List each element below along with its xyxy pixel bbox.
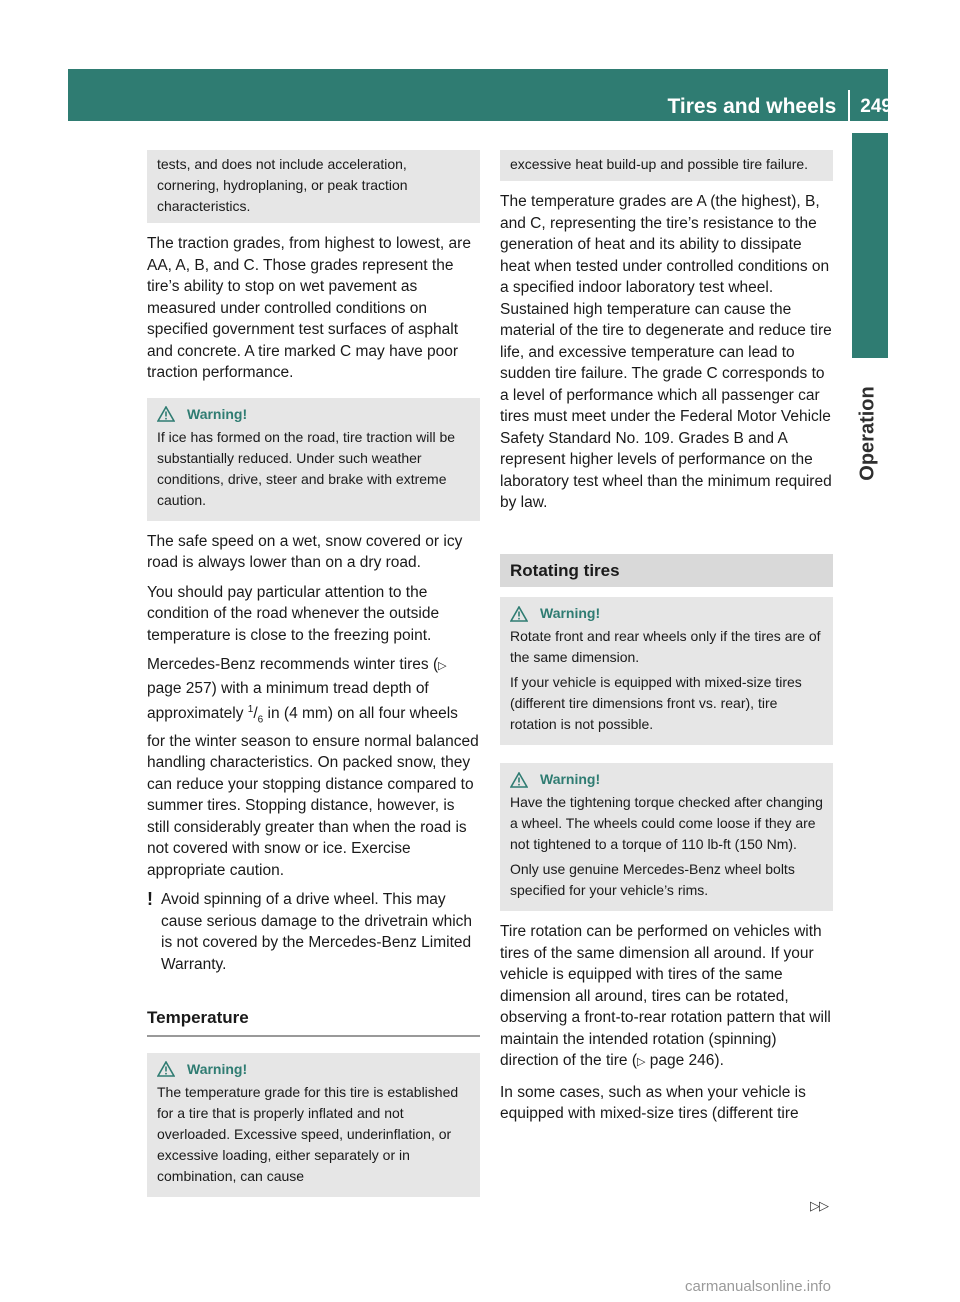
warning-title: Warning! (510, 603, 823, 624)
right-column (500, 150, 833, 1133)
page-ref-arrow-icon: ▷ (636, 1056, 646, 1068)
warning-box (500, 597, 833, 745)
header-separator (848, 90, 850, 124)
warning-text: Only use genuine Mercedes-Benz wheel bolts specified for your vehicle’s rims. (510, 861, 795, 898)
continued-box: tests, and does not include acceleration, cornering, hydroplaning, or peak traction characteristics. (147, 150, 480, 223)
warning-text: Rotate front and rear wheels only if the tires are of the same dimension. (510, 628, 821, 665)
page-number: 249 (860, 96, 892, 117)
warning-triangle-icon (510, 772, 528, 788)
warning-triangle-icon (157, 406, 175, 422)
warning-triangle-icon (157, 1061, 175, 1077)
page-ref-arrow-icon: ▷ (438, 660, 447, 672)
warning-triangle-icon (510, 606, 528, 622)
notice-text: Avoid spinning of a drive wheel. This may cause serious damage to the drivetrain which is not covered by the Mercedes-Benz Limited Warranty. (161, 891, 473, 973)
side-tab (852, 133, 888, 358)
continued-box: excessive heat build-up and possible tire failure. (500, 150, 833, 181)
paragraph: You should pay particular attention to the condition of the road whenever the outside temperature is close to the freezing point. (147, 583, 440, 644)
left-column (147, 150, 480, 1207)
warning-text: Have the tightening torque checked after changing a wheel. The wheels could come loose if they are not tightened to a torque of 110 lb-ft (150 Nm). (510, 794, 823, 852)
paragraph: In some cases, such as when your vehicle is equipped with mixed-size tires (different tire (500, 1083, 806, 1122)
warning-box (147, 398, 480, 521)
paragraph: The safe speed on a wet, snow covered or icy road is always lower than on a dry road. (147, 532, 463, 571)
warning-title: Warning! (510, 769, 823, 790)
paragraph: Tire rotation can be performed on vehicles with tires of the same dimension all around. If your vehicle is equipped with tires of the same dimension all around, tires can be rotated, observing a front-to-rear rotation pattern that will maintain the intended rotation (spinning) direction of the tire (▷ page 246). (500, 923, 831, 1069)
warning-title: Warning! (157, 1059, 470, 1080)
paragraph: The traction grades, from highest to lowest, are AA, A, B, and C. Those grades represent the tire’s ability to stop on wet pavement as measured under controlled conditions on specified government test surfaces of asphalt and concrete. A tire marked C may have poor traction performance. (147, 235, 471, 381)
page-title: Tires and wheels (667, 95, 837, 118)
watermark: carmanualsonline.info (685, 1278, 831, 1295)
paragraph: Mercedes-Benz recommends winter tires (▷ page 257) with a minimum tread depth of approximately $^1/_6$ in (4 mm) on all four wheels for the winter season to ensure normal balanced handling characteristics. On packed snow, they can reduce your stopping distance compared to summer tires. Stopping distance, however, is still considerably greater than when the road is not covered with snow or ice. Exercise appropriate caution. (147, 656, 479, 879)
side-tab-label: Operation (856, 385, 879, 481)
warning-box (500, 763, 833, 911)
paragraph: The temperature grades are A (the highest), B, and C, representing the tire’s resistance to the generation of heat and its ability to dissipate heat when tested under controlled conditions on a specified indoor laboratory test wheel. Sustained high temperature can cause the material of the tire to degenerate and reduce tire life, and excessive temperature can lead to sudden tire failure. The grade C corresponds to a level of performance which all passenger car tires must meet under the Federal Motor Vehicle Safety Standard No. 109. Grades B and A represent higher levels of performance on the laboratory test wheel than the minimum required by law. (500, 193, 832, 511)
warning-text: If your vehicle is equipped with mixed-size tires (different tire dimensions front vs. rear), tire rotation is not possible. (510, 674, 802, 732)
warning-text: The temperature grade for this tire is established for a tire that is properly inflated and not overloaded. Excessive speed, underinflation, or excessive loading, either separately or in combination, can cause (157, 1083, 459, 1184)
warning-text: If ice has formed on the road, tire traction will be substantially reduced. Under such weather conditions, drive, steer and brake with extreme caution. (157, 428, 456, 508)
section-heading: Temperature (147, 1007, 480, 1037)
header (667, 90, 892, 124)
notice (147, 889, 480, 983)
warning-box (147, 1053, 480, 1197)
warning-title: Warning! (157, 404, 470, 425)
section-band: Rotating tires (500, 554, 833, 588)
continue-arrows-icon: ▷▷ (810, 1198, 828, 1213)
notice-icon: ! (147, 889, 153, 910)
